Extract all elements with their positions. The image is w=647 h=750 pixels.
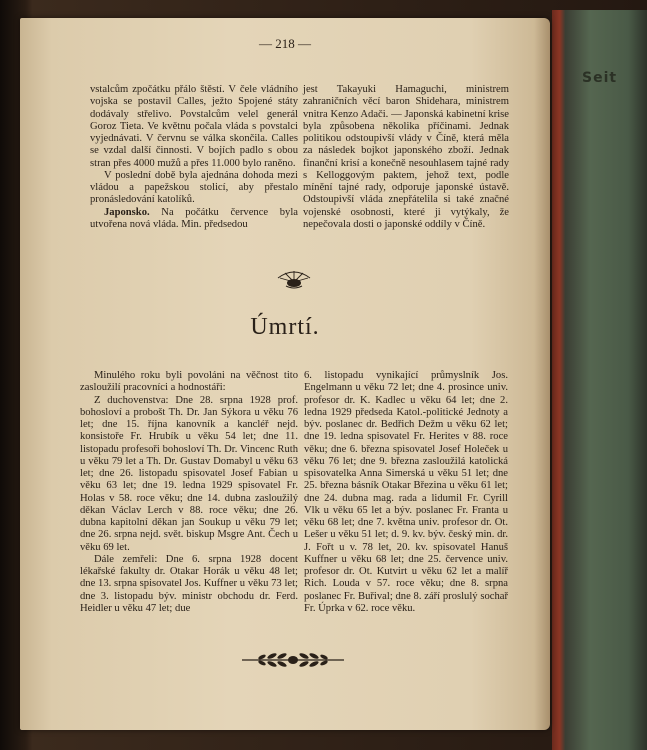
section-title: Úmrtí.: [250, 314, 320, 340]
sun-ornament-icon: [272, 268, 316, 290]
page-number: — 218 —: [259, 36, 311, 51]
book-page: [20, 18, 550, 730]
laurel-ornament-icon: [238, 650, 348, 670]
adjacent-book-spine: [552, 10, 647, 750]
paragraph-others: Dále zemřeli: Dne 6. srpna 1928 docent lékařské fakulty dr. Otakar Horák u věku 48 let; dne 13. srpna spisovatel Jos. Kuffner u věku 73 let; dne 3. listopadu býv. ministr obchodu dr. Ferd. Heidler u věku 47 let; due: [80, 553, 298, 614]
bottom-right-column: [304, 370, 508, 615]
spine-label: Seit: [582, 70, 618, 86]
top-right-column: [303, 84, 509, 231]
run-in-heading: Japonsko.: [104, 206, 150, 218]
paragraph-others-continued: 6. listopadu vynikající průmyslník Jos. Engelmann u věku 72 let; dne 4. prosince univ. profesor dr. K. Kadlec u věku 64 let; dne 2. ledna 1929 předseda Katol.-politické Jednoty a býv. poslanec dr. Bedřich Dežm u věku 62 let; dne 19. ledna spisovatel Fr. Herites v 88. roce věku; dne 6. března spisovatel Josef Holeček u věku 76 let; dne 9. března zasloužilá katolická spisovatelka Anna Simerská u věku 51 let; dne 25. března básník Otakar Březina u věku 61 let; dne 24. dubna mag. rada a lidumil Fr. Cyrill Vlk u věku 65 let a býv. poslanec Fr. Franta u věku 68 let; dne 7. května univ. profesor dr. Ot. Lešer u věku 51 let; d. 9. kv. býv. český min. dr. J. Fořt u v. 78 let, 20. kv. spisovatel Hanuš Kuffner u věku 68 let; dne 25. července univ. profesor dr. Ot. Kutvirt u věku 62 let a malíř Rich. Louda v 57. roce věku; dne 8. srpna poslanec Fr. Buřival; dne 8. září proslulý sochař Fr. Úprka v 62. roce věku.: [304, 370, 508, 614]
bottom-left-column: [80, 370, 298, 615]
top-left-column: [90, 84, 298, 231]
paragraph-mexico: vstalcům zpočátku přálo štěstí. V čele vládního vojska se postavil Calles, ježto Spojené státy dodávaly střelivo. Povstalcům velel generál Goroz Tieta. Ve květnu počala vláda s povstalci vyjednávati. V červnu se válka skončila. Calles se vzdal další činnosti. V bojích padlo s obou stran přes 4000 mužů a přes 11.000 bylo raněno.: [90, 84, 298, 169]
paragraph-intro: Minulého roku byli povoláni na věčnost tito zasloužilí pracovníci a hodnostáři:: [80, 370, 298, 394]
paragraph-clergy: Z duchovenstva: Dne 28. srpna 1928 prof. bohosloví a probošt Th. Dr. Jan Sýkora u věku 76 let; dne 15. října kanovník a kancléř nejd. konsistoře Fr. Hrubík u věku 54 let; dne 11. listopadu profesoři bohosloví Th. Dr. Vincenc Ruth u věku 79 let a Th. Dr. Gustav Domabyl u věku 63 let; dne 26. listopadu spisovatel Josef Fabian u věku 63 let; dne 19. ledna 1929 spisovatel Fr. Holas v 58. roce věku; dne 14. dubna zasloužilý děkan Václav Lerch v 88. roce věku; dne 26. dubna kapitolní děkan jan Soukup u věku 79 let; dne 26. srpna nejd. svět. biskup Msgre Ant. Čech u věku 69 let.: [80, 394, 298, 553]
paragraph-japan-continued: jest Takayuki Hamaguchi, ministrem zahraničních věcí baron Shidehara, ministrem vnitra Kenzo Adači. — Japonská kabinetní krise byla způsobena několika příčinami. Jednak politikou odstoupivší vlády v Číně, která měla za následek bojkot japonského zboží. Jednak finanční krisí a konečně nesouhlasem tajné rady s Kelloggovým paktem, jehož text, podle mínění tajné rady, odporuje japonské ústavě. Odstoupivší vláda znepřátelila si také značné vojenské osobnosti, které ji vytýkaly, že nepečovala dosti o japonské oddíly v Číně.: [303, 84, 509, 230]
paragraph-agreement: V poslední době byla ajednána dohoda mezi vládou a papežskou stolicí, aby přestalo pronásledování katolíků.: [90, 169, 298, 206]
paragraph-japan-start: Japonsko. Na počátku července byla utvořena nová vláda. Min. předsedou: [90, 206, 298, 230]
